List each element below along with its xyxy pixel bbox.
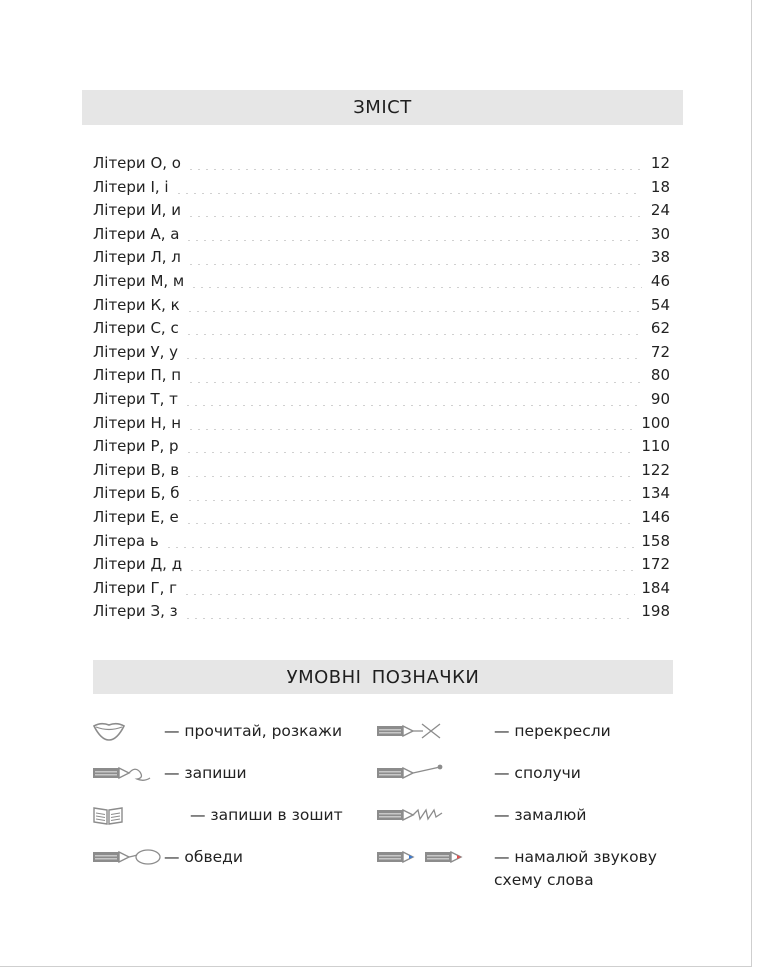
toc-entry: [93, 530, 670, 554]
table-of-contents: [93, 152, 670, 624]
toc-entry: [93, 152, 670, 176]
toc-dot-leader: [186, 500, 636, 501]
toc-entry-title: Літери Р, р: [93, 437, 179, 456]
toc-entry-title: Літери Д, д: [93, 555, 183, 574]
toc-entry-page: 90: [650, 389, 670, 408]
toc-dot-leader: [184, 618, 636, 619]
legend-item-cross-out: [376, 720, 611, 743]
toc-entry-title: Літери П, п: [93, 366, 182, 385]
toc-entry-page: 146: [641, 507, 670, 526]
toc-entry-page: 46: [650, 271, 670, 290]
legend-text-shade: — замалюй: [494, 806, 587, 824]
toc-entry: [93, 553, 670, 577]
toc-entry-page: 18: [650, 177, 670, 196]
toc-dot-leader: [187, 169, 642, 170]
lips-icon: [92, 720, 164, 742]
legend-item-connect: [376, 762, 581, 785]
toc-entry-page: 30: [650, 224, 670, 243]
toc-entry-page: 62: [650, 319, 670, 338]
legend-item-shade: [376, 804, 586, 827]
toc-dot-leader: [187, 264, 642, 265]
toc-entry-page: 38: [650, 248, 670, 267]
toc-entry: [93, 223, 670, 247]
toc-dot-leader: [190, 287, 642, 288]
toc-entry: [93, 600, 670, 624]
toc-entry-title: Літери Е, е: [93, 507, 179, 526]
toc-entry-title: Літери С, с: [93, 319, 179, 338]
pencil-hatch-icon: [376, 804, 494, 826]
toc-entry-page: 12: [650, 154, 670, 172]
legend-heading-text: УМОВНІ ПОЗНАЧКИ: [286, 666, 480, 688]
toc-entry: [93, 364, 670, 388]
toc-dot-leader: [184, 358, 642, 359]
toc-entry-title: Літери К, к: [93, 295, 180, 314]
toc-entry: [93, 317, 670, 341]
toc-entry-title: Літери І, і: [93, 177, 169, 196]
legend-text-read: — прочитай, розкажи: [164, 722, 343, 740]
toc-entry-page: 110: [641, 437, 670, 456]
toc-entry-title: Літери Б, б: [93, 484, 180, 503]
legend-text-sound-scheme-line1: — намалюй звукову: [494, 848, 657, 866]
toc-entry-title: Літери Г, г: [93, 578, 178, 597]
toc-entry-page: 158: [641, 531, 670, 550]
toc-entry-title: Літери Н, н: [93, 413, 182, 432]
legend-item-write: [92, 762, 247, 785]
toc-dot-leader: [184, 405, 642, 406]
toc-entry: [93, 294, 670, 318]
toc-entry-page: 122: [641, 460, 670, 479]
toc-entry-page: 100: [641, 413, 670, 432]
legend-text-cross-out: — перекресли: [494, 722, 611, 740]
toc-heading: [82, 90, 683, 125]
toc-entry-title: Літери М, м: [93, 271, 185, 290]
toc-dot-leader: [185, 240, 642, 241]
legend-item-notebook: [92, 804, 343, 827]
legend-text-sound-scheme: [494, 846, 657, 892]
toc-entry-page: 172: [641, 555, 670, 574]
legend-text-sound-scheme-line2: схему слова: [494, 871, 594, 889]
legend-text-connect: — сполучи: [494, 764, 581, 782]
toc-dot-leader: [183, 594, 635, 595]
toc-dot-leader: [187, 382, 642, 383]
toc-entry-page: 72: [650, 342, 670, 361]
toc-entry-page: 24: [650, 201, 670, 220]
toc-dot-leader: [187, 429, 635, 430]
toc-dot-leader: [185, 523, 636, 524]
toc-dot-leader: [165, 547, 636, 548]
toc-entry: [93, 270, 670, 294]
toc-entry-page: 134: [641, 484, 670, 503]
toc-entry-title: Літери З, з: [93, 602, 178, 621]
toc-entry: [93, 388, 670, 412]
open-book-icon: [92, 804, 190, 826]
toc-dot-leader: [185, 334, 642, 335]
toc-entry: [93, 199, 670, 223]
toc-dot-leader: [185, 476, 635, 477]
toc-entry: [93, 341, 670, 365]
toc-entry-title: Літери Л, л: [93, 248, 181, 267]
toc-entry: [93, 176, 670, 200]
pencil-scribble-icon: [92, 762, 164, 784]
toc-dot-leader: [188, 570, 635, 571]
toc-entry: [93, 577, 670, 601]
legend-item-sound-scheme: [376, 846, 657, 892]
toc-entry: [93, 506, 670, 530]
toc-entry-title: Літери О, о: [93, 154, 181, 172]
toc-entry-title: Літера ь: [93, 531, 159, 550]
toc-dot-leader: [175, 193, 642, 194]
toc-dot-leader: [186, 311, 642, 312]
toc-entry: [93, 435, 670, 459]
toc-entry: [93, 412, 670, 436]
legend-item-circle: [92, 846, 243, 869]
toc-entry-title: Літери У, у: [93, 342, 179, 361]
legend-heading: [93, 660, 673, 694]
legend-text-notebook: — запиши в зошит: [190, 806, 343, 824]
toc-dot-leader: [187, 216, 642, 217]
toc-entry-page: 184: [641, 578, 670, 597]
pencil-line-icon: [376, 762, 494, 784]
toc-entry-page: 198: [641, 602, 670, 621]
legend-item-read: [92, 720, 342, 743]
legend-text-write: — запиши: [164, 764, 247, 782]
toc-entry-page: 54: [650, 295, 670, 314]
toc-entry-title: Літери А, а: [93, 224, 180, 243]
toc-entry-title: Літери Т, т: [93, 389, 178, 408]
toc-entry-page: 80: [650, 366, 670, 385]
pencil-cross-icon: [376, 720, 494, 742]
pencil-loop-icon: [92, 846, 164, 868]
legend-text-circle: — обведи: [164, 848, 243, 866]
toc-entry: [93, 246, 670, 270]
toc-entry: [93, 459, 670, 483]
toc-entry: [93, 482, 670, 506]
toc-heading-text: ЗМІСТ: [353, 97, 412, 118]
two-pencils-icon: [376, 846, 494, 868]
toc-entry-title: Літери В, в: [93, 460, 180, 479]
toc-entry-title: Літери И, и: [93, 201, 181, 220]
toc-dot-leader: [185, 452, 636, 453]
